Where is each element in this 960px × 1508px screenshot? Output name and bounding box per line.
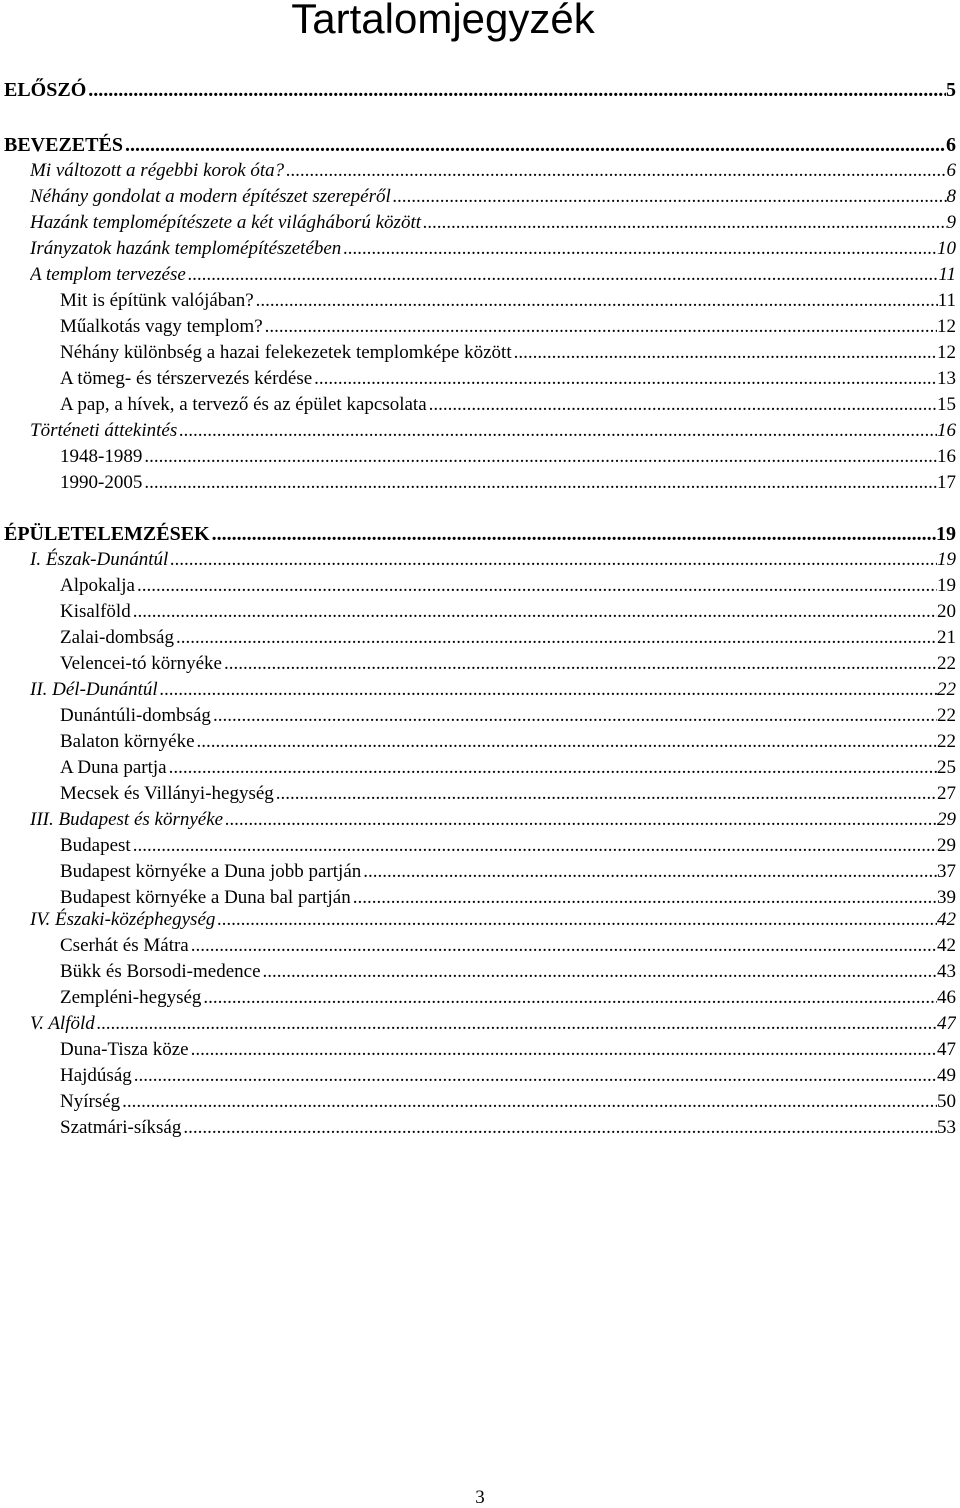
dot-leader bbox=[195, 730, 937, 754]
toc-entry[interactable] bbox=[60, 574, 956, 598]
toc-entry[interactable] bbox=[60, 1090, 956, 1114]
dot-leader bbox=[274, 782, 937, 806]
toc-entry-page: 15 bbox=[937, 394, 956, 415]
toc-entry[interactable] bbox=[60, 834, 956, 858]
toc-entry-page: 6 bbox=[946, 160, 956, 181]
dot-leader bbox=[223, 808, 937, 832]
toc-entry[interactable] bbox=[60, 782, 956, 806]
toc-entry-page: 16 bbox=[937, 446, 956, 467]
toc-entry-label: Mecsek és Villányi-hegység bbox=[60, 783, 274, 804]
toc-entry-label: IV. Északi-középhegység bbox=[30, 909, 216, 930]
dot-leader bbox=[177, 419, 937, 443]
toc-entry[interactable] bbox=[30, 808, 956, 832]
toc-entry-page: 20 bbox=[937, 601, 956, 622]
toc-entry[interactable] bbox=[30, 419, 956, 443]
page-title: Tartalomjegyzék bbox=[291, 0, 595, 42]
toc-entry[interactable] bbox=[30, 211, 956, 235]
toc-entry[interactable] bbox=[60, 1116, 956, 1140]
toc-entry[interactable] bbox=[60, 960, 956, 984]
toc-entry[interactable] bbox=[4, 133, 956, 157]
dot-leader bbox=[181, 1116, 937, 1140]
toc-entry-label: 1990-2005 bbox=[60, 472, 143, 493]
toc-entry-page: 16 bbox=[937, 420, 956, 441]
toc-entry-label: II. Dél-Dunántúl bbox=[30, 679, 158, 700]
dot-leader bbox=[210, 522, 936, 546]
dot-leader bbox=[142, 445, 937, 469]
toc-entry-page: 42 bbox=[937, 909, 956, 930]
dot-leader bbox=[142, 471, 937, 495]
toc-entry-label: III. Budapest és környéke bbox=[30, 809, 224, 830]
toc-entry[interactable] bbox=[60, 652, 956, 676]
dot-leader bbox=[132, 1064, 937, 1088]
toc-entry[interactable] bbox=[60, 289, 956, 313]
toc-entry-label: Kisalföld bbox=[60, 601, 131, 622]
toc-entry-label: Cserhát és Mátra bbox=[60, 935, 189, 956]
toc-entry[interactable] bbox=[60, 1038, 956, 1062]
toc-entry-page: 47 bbox=[937, 1013, 956, 1034]
dot-leader bbox=[167, 756, 937, 780]
dot-leader bbox=[261, 960, 937, 984]
toc-entry-page: 22 bbox=[937, 705, 956, 726]
toc-entry-label: Dunántúli-dombság bbox=[60, 705, 211, 726]
toc-entry-label: 1948-1989 bbox=[60, 446, 143, 467]
toc-entry-page: 21 bbox=[937, 627, 956, 648]
toc-entry-label: Budapest bbox=[60, 835, 131, 856]
toc-entry-label: Zempléni-hegység bbox=[60, 987, 202, 1008]
toc-entry[interactable] bbox=[60, 471, 956, 495]
toc-entry-page: 12 bbox=[937, 342, 956, 363]
toc-entry-label: Néhány különbség a hazai felekezetek templomképe között bbox=[60, 342, 512, 363]
toc-entry[interactable] bbox=[60, 886, 956, 910]
toc-entry-page: 53 bbox=[937, 1117, 956, 1138]
dot-leader bbox=[123, 133, 946, 157]
toc-entry[interactable] bbox=[60, 367, 956, 391]
dot-leader bbox=[351, 886, 937, 910]
toc-entry-page: 29 bbox=[937, 809, 956, 830]
toc-entry-page: 25 bbox=[937, 757, 956, 778]
toc-entry-page: 11 bbox=[938, 264, 956, 285]
toc-entry-label: ELŐSZÓ bbox=[4, 79, 87, 101]
dot-leader bbox=[284, 159, 946, 183]
toc-entry[interactable] bbox=[4, 78, 956, 102]
toc-entry[interactable] bbox=[60, 1064, 956, 1088]
dot-leader bbox=[120, 1090, 937, 1114]
dot-leader bbox=[421, 211, 946, 235]
toc-entry[interactable] bbox=[60, 730, 956, 754]
toc-entry-page: 6 bbox=[946, 134, 956, 156]
toc-entry[interactable] bbox=[30, 159, 956, 183]
toc-entry-page: 22 bbox=[937, 653, 956, 674]
dot-leader bbox=[222, 652, 937, 676]
toc-entry[interactable] bbox=[60, 934, 956, 958]
toc-entry-page: 29 bbox=[937, 835, 956, 856]
toc-entry-page: 22 bbox=[937, 731, 956, 752]
dot-leader bbox=[131, 834, 937, 858]
dot-leader bbox=[341, 237, 937, 261]
toc-entry-label: V. Alföld bbox=[30, 1013, 95, 1034]
toc-entry[interactable] bbox=[60, 860, 956, 884]
toc-entry-page: 5 bbox=[946, 79, 956, 101]
toc-entry-label: Nyírség bbox=[60, 1091, 121, 1112]
toc-entry-label: I. Észak-Dunántúl bbox=[30, 549, 169, 570]
toc-entry-page: 19 bbox=[936, 523, 956, 545]
dot-leader bbox=[86, 78, 946, 102]
toc-entry[interactable] bbox=[30, 1012, 956, 1036]
toc-entry[interactable] bbox=[30, 908, 956, 932]
toc-entry-label: Budapest környéke a Duna bal partján bbox=[60, 887, 351, 908]
toc-entry-label: Velencei-tó környéke bbox=[60, 653, 222, 674]
toc-entry-page: 46 bbox=[937, 987, 956, 1008]
toc-entry-page: 42 bbox=[937, 935, 956, 956]
dot-leader bbox=[131, 600, 937, 624]
toc-entry[interactable] bbox=[30, 678, 956, 702]
toc-entry-label: Irányzatok hazánk templomépítészetében bbox=[30, 238, 342, 259]
toc-entry-page: 39 bbox=[937, 887, 956, 908]
toc-entry-page: 10 bbox=[937, 238, 956, 259]
toc-entry-label: A tömeg- és térszervezés kérdése bbox=[60, 368, 313, 389]
dot-leader bbox=[512, 341, 937, 365]
dot-leader bbox=[135, 574, 937, 598]
toc-entry-page: 8 bbox=[946, 186, 956, 207]
toc-entry-page: 37 bbox=[937, 861, 956, 882]
toc-entry-label: Mit is építünk valójában? bbox=[60, 290, 254, 311]
dot-leader bbox=[312, 367, 937, 391]
toc-entry[interactable] bbox=[60, 756, 956, 780]
dot-leader bbox=[427, 393, 937, 417]
page-number: 3 bbox=[475, 1487, 485, 1508]
toc-entry-page: 27 bbox=[937, 783, 956, 804]
dot-leader bbox=[263, 315, 937, 339]
toc-entry-page: 13 bbox=[937, 368, 956, 389]
toc-entry[interactable] bbox=[60, 600, 956, 624]
dot-leader bbox=[361, 860, 937, 884]
toc-entry-page: 22 bbox=[937, 679, 956, 700]
toc-entry[interactable] bbox=[60, 445, 956, 469]
toc-entry[interactable] bbox=[60, 393, 956, 417]
toc-entry-label: Zalai-dombság bbox=[60, 627, 174, 648]
toc-entry-label: Hajdúság bbox=[60, 1065, 132, 1086]
toc-entry-label: Műalkotás vagy templom? bbox=[60, 316, 263, 337]
toc-entry-label: Duna-Tisza köze bbox=[60, 1039, 189, 1060]
toc-entry-label: A Duna partja bbox=[60, 757, 167, 778]
dot-leader bbox=[168, 548, 937, 572]
toc-entry[interactable] bbox=[30, 237, 956, 261]
toc-entry[interactable] bbox=[60, 704, 956, 728]
dot-leader bbox=[391, 185, 947, 209]
dot-leader bbox=[254, 289, 938, 313]
dot-leader bbox=[201, 986, 937, 1010]
toc-entry[interactable] bbox=[30, 263, 956, 287]
toc-entry-page: 12 bbox=[937, 316, 956, 337]
toc-entry[interactable] bbox=[60, 986, 956, 1010]
toc-entry-page: 49 bbox=[937, 1065, 956, 1086]
toc-entry-label: Néhány gondolat a modern építészet szerepéről bbox=[30, 186, 391, 207]
toc-entry[interactable] bbox=[30, 185, 956, 209]
toc-entry-page: 19 bbox=[937, 549, 956, 570]
toc-entry-page: 50 bbox=[937, 1091, 956, 1112]
toc-entry-page: 17 bbox=[937, 472, 956, 493]
toc-entry[interactable] bbox=[60, 341, 956, 365]
toc-entry-label: BEVEZETÉS bbox=[4, 134, 123, 156]
toc-entry[interactable] bbox=[30, 548, 956, 572]
dot-leader bbox=[189, 934, 937, 958]
toc-entry-label: Bükk és Borsodi-medence bbox=[60, 961, 261, 982]
toc-entry-label: Szatmári-síkság bbox=[60, 1117, 182, 1138]
dot-leader bbox=[158, 678, 937, 702]
dot-leader bbox=[186, 263, 939, 287]
toc-entry-page: 43 bbox=[937, 961, 956, 982]
toc-entry-page: 9 bbox=[946, 212, 956, 233]
toc-entry-label: Mi változott a régebbi korok óta? bbox=[30, 160, 285, 181]
toc-entry-page: 47 bbox=[937, 1039, 956, 1060]
toc-entry-label: ÉPÜLETELEMZÉSEK bbox=[4, 523, 210, 545]
toc-entry[interactable] bbox=[60, 315, 956, 339]
toc-entry-label: Balaton környéke bbox=[60, 731, 195, 752]
toc-entry[interactable] bbox=[4, 522, 956, 546]
toc-entry-page: 19 bbox=[937, 575, 956, 596]
toc-entry-label: Hazánk templomépítészete a két világháború között bbox=[30, 212, 422, 233]
dot-leader bbox=[189, 1038, 937, 1062]
dot-leader bbox=[95, 1012, 937, 1036]
dot-leader bbox=[215, 908, 937, 932]
toc-entry-label: A templom tervezése bbox=[30, 264, 186, 285]
toc-entry[interactable] bbox=[60, 626, 956, 650]
toc-entry-label: Történeti áttekintés bbox=[30, 420, 178, 441]
toc-entry-page: 11 bbox=[937, 290, 956, 311]
toc-entry-label: Budapest környéke a Duna jobb partján bbox=[60, 861, 362, 882]
toc-entry-label: A pap, a hívek, a tervező és az épület kapcsolata bbox=[60, 394, 427, 415]
dot-leader bbox=[211, 704, 937, 728]
dot-leader bbox=[174, 626, 937, 650]
toc-entry-label: Alpokalja bbox=[60, 575, 135, 596]
